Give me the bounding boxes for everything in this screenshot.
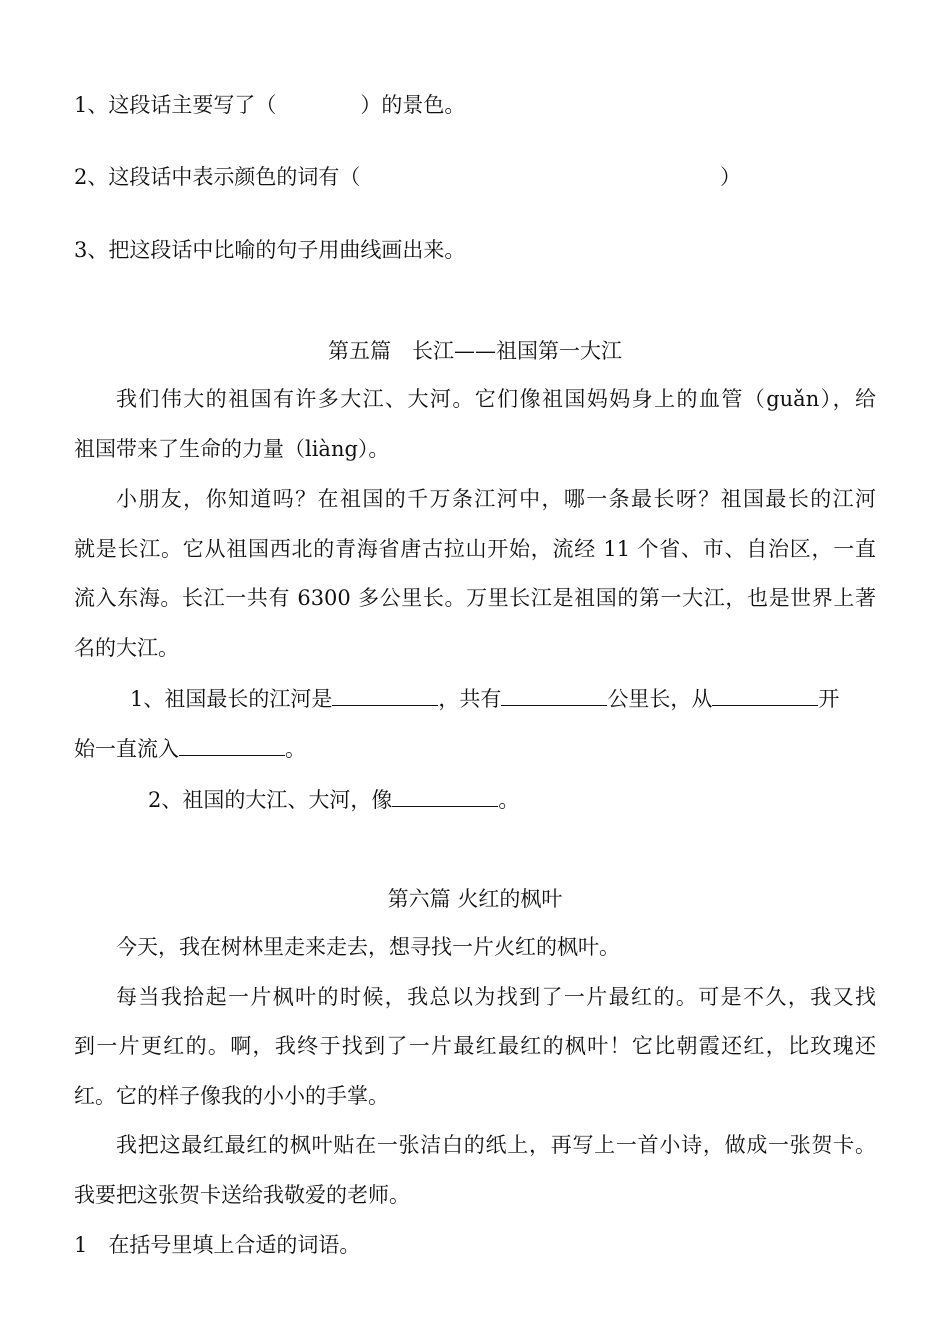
q1-text-c: 公里长，从 <box>607 687 713 711</box>
section5-p1-line2: 祖国带来了生命的力量（liàng）。 <box>74 437 390 461</box>
section5-p2-line1: 小朋友，你知道吗？在祖国的千万条江河中，哪一条最长呀？祖国最长的江河 <box>116 487 876 511</box>
section5-p1-line1: 我们伟大的祖国有许多大江、大河。它们像祖国妈妈身上的血管（guǎn），给 <box>116 387 876 411</box>
question-color-words <box>74 162 876 192</box>
q2-text-b: 。 <box>498 788 520 812</box>
q1-text-a: 1、祖国最长的江河是 <box>130 687 333 711</box>
section5-p2-line3: 流入东海。长江一共有 6300 多公里长。万里长江是祖国的第一大江，也是世界上著 <box>74 586 876 610</box>
section5-title: 第五篇 长江——祖国第一大江 <box>328 339 622 363</box>
section5-question1 <box>130 684 876 714</box>
section6-p2-line3: 红。它的样子像我的小小的手掌。 <box>74 1084 389 1108</box>
section6-p3-line1: 我把这最红最红的枫叶贴在一张洁白的纸上，再写上一首小诗，做成一张贺卡。 <box>116 1133 876 1157</box>
section6-p2-line1: 每当我拾起一片枫叶的时候，我总以为找到了一片最红的。可是不久，我又找 <box>116 985 876 1009</box>
question-main-scenery: 1、这段话主要写了（ ）的景色。 <box>74 93 466 117</box>
blank-river-name[interactable] <box>332 685 438 706</box>
question-color-words-close: ） <box>720 165 741 189</box>
blank-length[interactable] <box>501 685 607 706</box>
section6-title: 第六篇 火红的枫叶 <box>387 887 563 911</box>
q1-text-d: 开 <box>818 687 840 711</box>
question-color-words-text: 2、这段话中表示颜色的词有（ <box>74 165 361 189</box>
section6-question1: 1 在括号里填上合适的词语。 <box>74 1233 361 1257</box>
q1-text-f: 。 <box>285 737 306 761</box>
question-metaphor: 3、把这段话中比喻的句子用曲线画出来。 <box>74 238 466 262</box>
section5-question2 <box>148 785 876 815</box>
blank-origin[interactable] <box>712 685 818 706</box>
q2-text-a: 2、祖国的大江、大河，像 <box>148 788 393 812</box>
section5-question1-cont <box>74 734 876 764</box>
q1-text-b: ，共有 <box>438 687 502 711</box>
section6-p3-line2: 我要把这张贺卡送给我敬爱的老师。 <box>74 1183 410 1207</box>
section5-p2-line4: 名的大江。 <box>74 636 179 660</box>
blank-destination[interactable] <box>179 735 285 756</box>
section5-p2-line2: 就是长江。它从祖国西北的青海省唐古拉山开始，流经 11 个省、市、自治区，一直 <box>74 537 876 561</box>
q1-text-e: 始一直流入 <box>74 737 179 761</box>
blank-simile[interactable] <box>392 786 498 807</box>
section6-p2-line2: 到一片更红的。啊，我终于找到了一片最红最红的枫叶！它比朝霞还红，比玫瑰还 <box>74 1034 876 1058</box>
section6-p1: 今天，我在树林里走来走去，想寻找一片火红的枫叶。 <box>116 935 620 959</box>
